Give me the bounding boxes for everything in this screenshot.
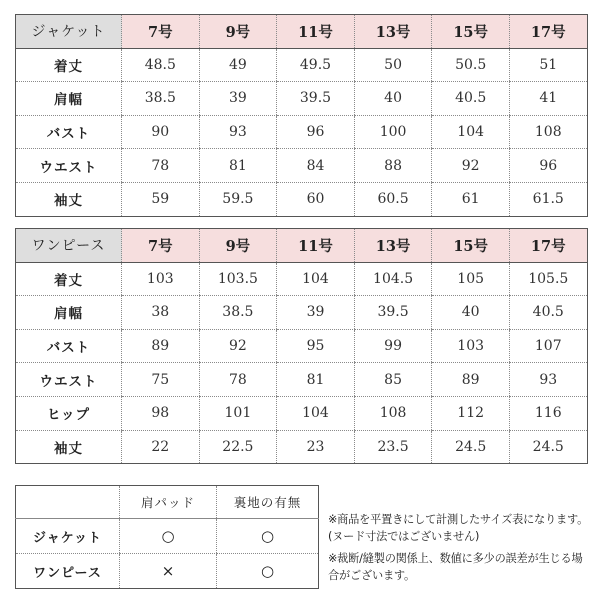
measurement-cell: 22.5 — [199, 430, 277, 464]
jacket-row — [16, 82, 588, 116]
lining-header: 裏地の有無 — [217, 486, 319, 519]
measurement-cell: 101 — [199, 396, 277, 430]
measurement-cell: 50 — [354, 48, 432, 82]
shoulder-pad-mark: ○ — [120, 519, 217, 554]
measurement-cell: 24.5 — [509, 430, 587, 464]
measurement-cell: 93 — [199, 115, 277, 149]
row-label: 肩幅 — [16, 82, 122, 116]
measurement-cell: 85 — [354, 363, 432, 397]
measurement-cell: 84 — [277, 149, 355, 183]
measurement-cell: 61 — [432, 182, 510, 216]
measurement-cell: 48.5 — [122, 48, 200, 82]
size-header: 7号 — [122, 15, 200, 49]
measurement-cell: 89 — [122, 329, 200, 363]
measurement-cell: 81 — [277, 363, 355, 397]
size-header: 17号 — [509, 15, 587, 49]
onepiece-row — [16, 262, 588, 296]
measurement-cell: 103 — [122, 262, 200, 296]
measurement-cell: 49.5 — [277, 48, 355, 82]
note-tolerance: ※裁断/縫製の関係上、数値に多少の誤差が生じる場合がございます。 — [328, 552, 583, 582]
row-label: バスト — [16, 115, 122, 149]
measurement-cell: 24.5 — [432, 430, 510, 464]
row-label: バスト — [16, 329, 122, 363]
lining-mark: ○ — [217, 554, 319, 589]
row-label: 肩幅 — [16, 296, 122, 330]
measurement-cell: 41 — [509, 82, 587, 116]
size-header: 7号 — [122, 229, 200, 263]
onepiece-row — [16, 430, 588, 464]
row-label: 袖丈 — [54, 440, 83, 457]
onepiece-table-title: ワンピース — [16, 229, 122, 263]
measurement-cell: 23.5 — [354, 430, 432, 464]
jacket-row — [16, 182, 588, 216]
size-header: 15号 — [432, 229, 510, 263]
onepiece-header-row — [16, 229, 588, 263]
size-header: 13号 — [354, 229, 432, 263]
size-header: 9号 — [199, 15, 277, 49]
measurement-cell: 92 — [199, 329, 277, 363]
row-label: ウエスト — [16, 149, 122, 183]
measurement-cell: 100 — [354, 115, 432, 149]
onepiece-row — [16, 296, 588, 330]
lining-mark: ○ — [217, 519, 319, 554]
size-header: 13号 — [354, 15, 432, 49]
measurement-cell: 49 — [199, 48, 277, 82]
measurement-cell: 23 — [277, 430, 355, 464]
measurement-cell: 105 — [432, 262, 510, 296]
size-header: 11号 — [277, 15, 355, 49]
shoulder-pad-header: 肩パッド — [120, 486, 217, 519]
measurement-cell: 99 — [354, 329, 432, 363]
measurement-cell: 93 — [509, 363, 587, 397]
measurement-cell: 104 — [277, 396, 355, 430]
measurement-cell: 104.5 — [354, 262, 432, 296]
size-header: 9号 — [199, 229, 277, 263]
measurement-cell: 96 — [509, 149, 587, 183]
onepiece-size-table — [15, 228, 588, 464]
measurement-cell: 89 — [432, 363, 510, 397]
jacket-row — [16, 48, 588, 82]
measurement-cell: 112 — [432, 396, 510, 430]
measurement-cell: 88 — [354, 149, 432, 183]
measurement-cell: 60 — [277, 182, 355, 216]
size-header: 11号 — [277, 229, 355, 263]
measurement-cell: 22 — [122, 430, 200, 464]
measurement-cell: 38.5 — [122, 82, 200, 116]
measurement-cell: 95 — [277, 329, 355, 363]
options-row — [16, 554, 319, 589]
notes — [328, 512, 590, 584]
measurement-cell: 51 — [509, 48, 587, 82]
note-measurement: ※商品を平置きにして計測したサイズ表になります。(ヌード寸法ではございません) — [328, 513, 589, 543]
row-label: 着丈 — [16, 262, 122, 296]
measurement-cell: 90 — [122, 115, 200, 149]
shoulder-pad-mark: × — [120, 554, 217, 589]
measurement-cell: 105.5 — [509, 262, 587, 296]
row-label: 袖丈 — [54, 193, 83, 210]
measurement-cell: 92 — [432, 149, 510, 183]
options-row — [16, 519, 319, 554]
jacket-size-table — [15, 14, 588, 217]
measurement-cell: 40.5 — [509, 296, 587, 330]
measurement-cell: 59.5 — [199, 182, 277, 216]
measurement-cell: 40 — [354, 82, 432, 116]
measurement-cell: 108 — [354, 396, 432, 430]
row-label: ウエスト — [16, 363, 122, 397]
measurement-cell: 61.5 — [509, 182, 587, 216]
measurement-cell: 96 — [277, 115, 355, 149]
onepiece-row — [16, 396, 588, 430]
measurement-cell: 103 — [432, 329, 510, 363]
jacket-table-title: ジャケット — [16, 15, 122, 49]
measurement-cell: 81 — [199, 149, 277, 183]
size-header: 15号 — [432, 15, 510, 49]
row-label: 着丈 — [16, 48, 122, 82]
row-label: ヒップ — [16, 396, 122, 430]
onepiece-row — [16, 363, 588, 397]
measurement-cell: 40.5 — [432, 82, 510, 116]
garment-label: ジャケット — [16, 519, 120, 554]
measurement-cell: 108 — [509, 115, 587, 149]
measurement-cell: 60.5 — [354, 182, 432, 216]
jacket-row — [16, 149, 588, 183]
measurement-cell: 39.5 — [277, 82, 355, 116]
measurement-cell: 39 — [277, 296, 355, 330]
onepiece-row — [16, 329, 588, 363]
measurement-cell: 59 — [122, 182, 200, 216]
options-table — [15, 485, 319, 589]
options-corner — [16, 486, 120, 519]
measurement-cell: 116 — [509, 396, 587, 430]
measurement-cell: 38 — [122, 296, 200, 330]
jacket-row — [16, 115, 588, 149]
measurement-cell: 40 — [432, 296, 510, 330]
size-header: 17号 — [509, 229, 587, 263]
measurement-cell: 39 — [199, 82, 277, 116]
garment-label: ワンピース — [33, 565, 102, 581]
measurement-cell: 50.5 — [432, 48, 510, 82]
measurement-cell: 39.5 — [354, 296, 432, 330]
measurement-cell: 78 — [122, 149, 200, 183]
measurement-cell: 98 — [122, 396, 200, 430]
measurement-cell: 107 — [509, 329, 587, 363]
measurement-cell: 103.5 — [199, 262, 277, 296]
measurement-cell: 78 — [199, 363, 277, 397]
measurement-cell: 38.5 — [199, 296, 277, 330]
jacket-header-row — [16, 15, 588, 49]
measurement-cell: 104 — [277, 262, 355, 296]
measurement-cell: 75 — [122, 363, 200, 397]
measurement-cell: 104 — [432, 115, 510, 149]
options-header-row — [16, 486, 319, 519]
